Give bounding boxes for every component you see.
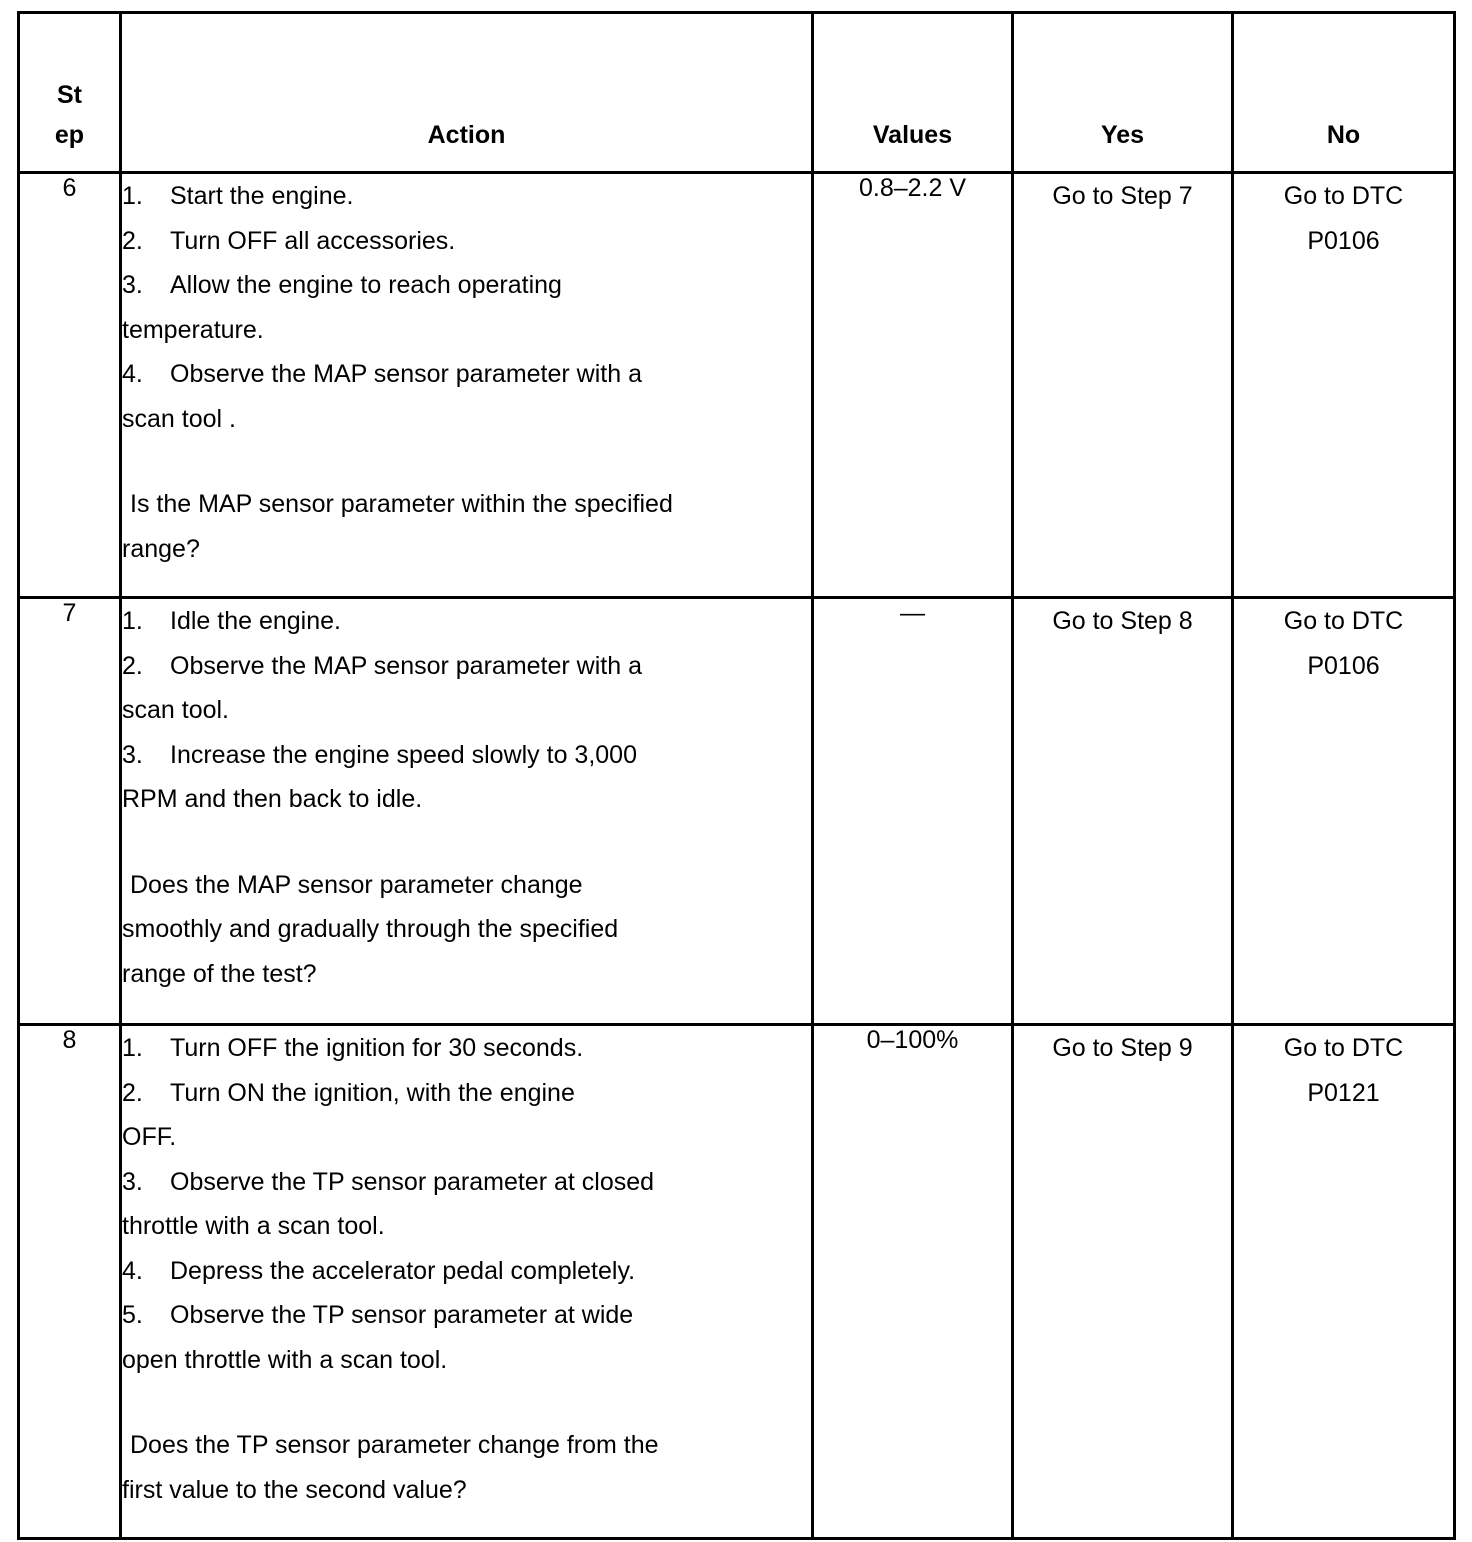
header-step-line1: St <box>57 81 82 109</box>
action-item: 4. Observe the MAP sensor parameter with a <box>122 360 642 388</box>
action-question: Is the MAP sensor parameter within the specified range? <box>122 490 673 563</box>
action-item: 5. Observe the TP sensor parameter at wide <box>122 1301 634 1329</box>
values-cell: — <box>813 598 1013 1025</box>
header-row <box>19 13 1455 173</box>
action-item: 3. Observe the TP sensor parameter at closed <box>122 1167 655 1196</box>
action-question: Does the TP sensor parameter change from the first value to the second value? <box>122 1431 659 1504</box>
action-item: 1. Turn OFF the ignition for 30 seconds. <box>122 1034 584 1062</box>
step-number: 8 <box>19 1025 121 1539</box>
action-item: 2. Observe the MAP sensor parameter with a <box>122 651 642 680</box>
action-item: 3. Allow the engine to reach operating <box>122 271 562 299</box>
step-number: 7 <box>19 598 121 1025</box>
action-cell <box>121 1025 813 1539</box>
action-item-continuation: temperature. <box>122 315 264 344</box>
yes-cell: Go to Step 8 <box>1013 598 1233 1025</box>
header-action: Action <box>121 13 813 173</box>
action-item-continuation: scan tool. <box>122 696 230 724</box>
diagnostic-table <box>17 11 1456 1540</box>
values-cell: 0.8–2.2 V <box>813 173 1013 598</box>
no-cell: Go to DTC P0106 <box>1233 173 1455 598</box>
table-row <box>19 598 1455 1025</box>
action-cell <box>121 173 813 598</box>
action-item: 1. Start the engine. <box>122 182 354 210</box>
header-no: No <box>1233 13 1455 173</box>
yes-cell: Go to Step 9 <box>1013 1025 1233 1539</box>
header-values: Values <box>813 13 1013 173</box>
action-item: 2. Turn ON the ignition, with the engine <box>122 1078 575 1107</box>
action-item: 4. Depress the accelerator pedal completely. <box>122 1256 636 1285</box>
values-cell: 0–100% <box>813 1025 1013 1539</box>
no-cell: Go to DTC P0121 <box>1233 1025 1455 1539</box>
action-item-continuation: scan tool . <box>122 404 236 433</box>
action-cell <box>121 598 813 1025</box>
header-yes: Yes <box>1013 13 1233 173</box>
table-row <box>19 173 1455 598</box>
action-item: 1. Idle the engine. <box>122 607 341 635</box>
action-question: Does the MAP sensor parameter change smoothly and gradually through the specified range of the test? <box>122 870 619 988</box>
no-cell: Go to DTC P0106 <box>1233 598 1455 1025</box>
table-row <box>19 1025 1455 1539</box>
step-number: 6 <box>19 173 121 598</box>
action-item: 3. Increase the engine speed slowly to 3,000 <box>122 740 637 769</box>
header-step <box>19 13 121 173</box>
action-item-continuation: open throttle with a scan tool. <box>122 1345 448 1374</box>
action-item-continuation: OFF. <box>122 1123 177 1151</box>
action-item: 2. Turn OFF all accessories. <box>122 226 456 255</box>
yes-cell: Go to Step 7 <box>1013 173 1233 598</box>
action-item-continuation: throttle with a scan tool. <box>122 1212 385 1240</box>
action-item-continuation: RPM and then back to idle. <box>122 785 423 813</box>
header-step-line2: ep <box>54 121 85 149</box>
